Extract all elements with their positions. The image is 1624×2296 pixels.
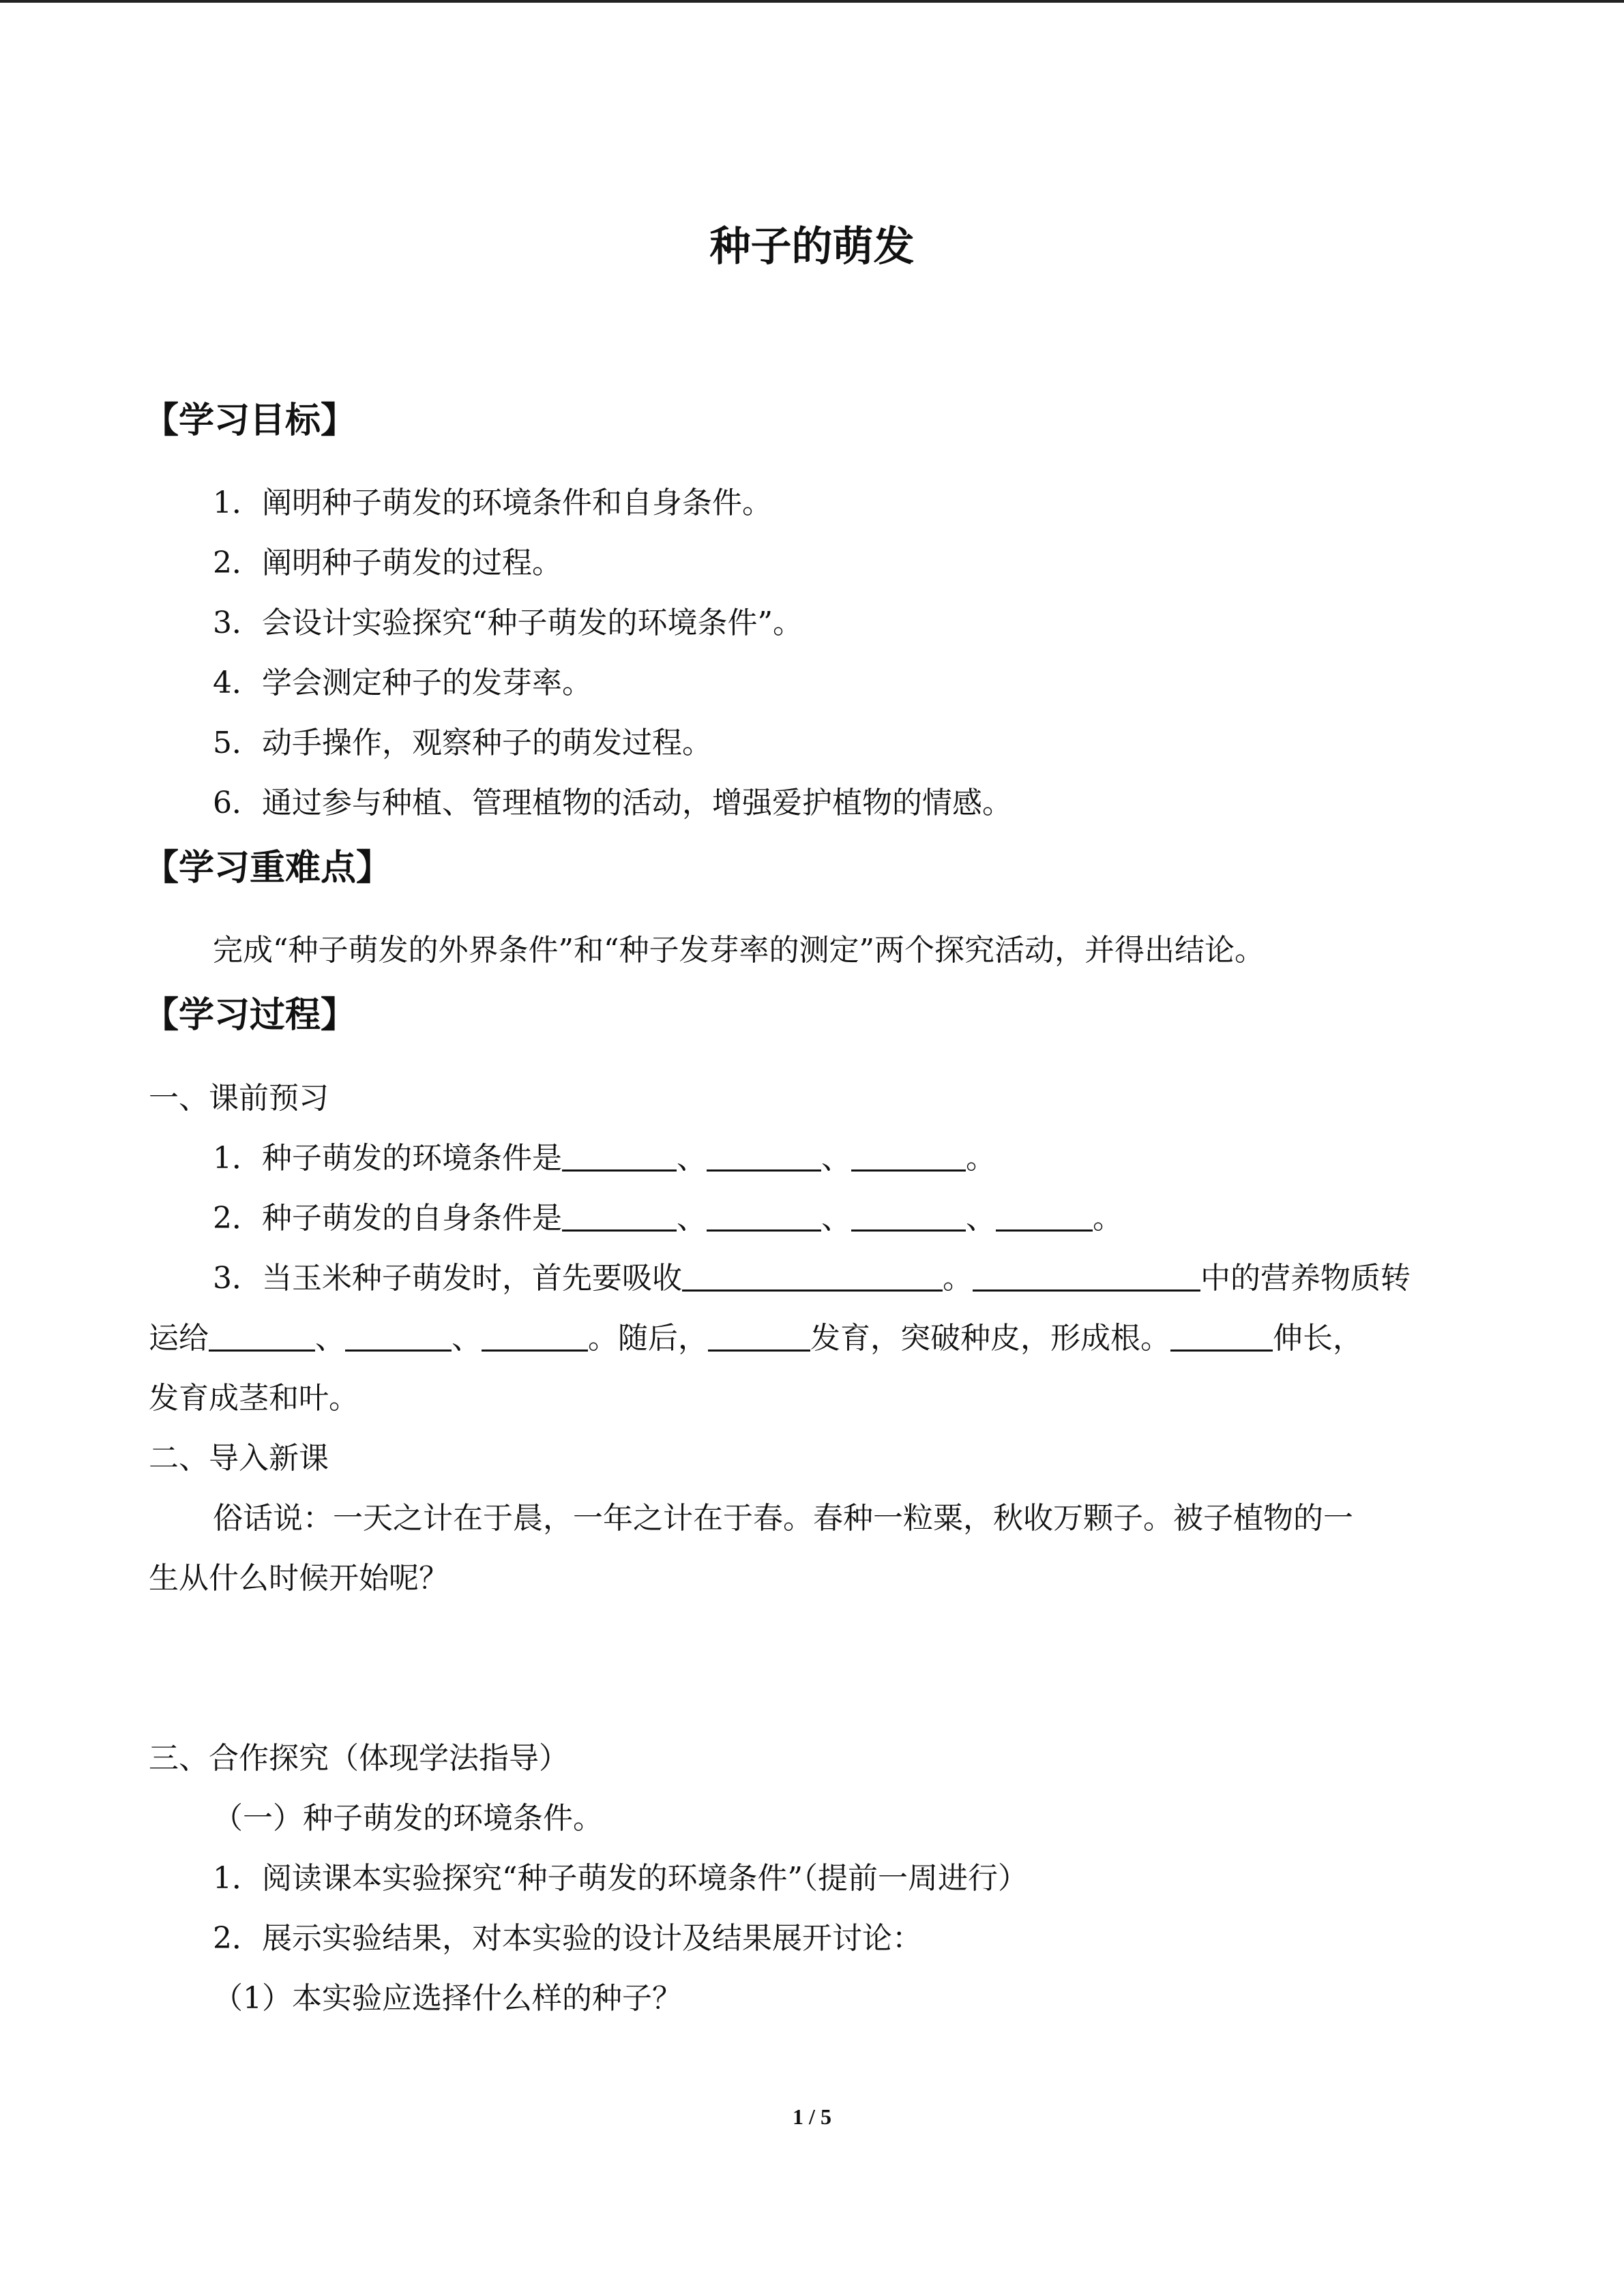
answer-blank[interactable] — [482, 1320, 588, 1352]
intro-text: 生从什么时候开始呢？ — [149, 1561, 449, 1596]
answer-blank[interactable] — [707, 1199, 821, 1232]
answer-blank[interactable] — [851, 1139, 966, 1172]
answer-blank[interactable] — [973, 1259, 1200, 1292]
answer-blank[interactable] — [708, 1320, 810, 1352]
explore-heading: 三、合作探究（体现学法指导） — [149, 1741, 569, 1776]
question-text: 。 — [943, 1261, 973, 1296]
keypoints-text: 完成“种子萌发的外界条件”和“种子发芽率的测定”两个探究活动，并得出结论。 — [213, 933, 1265, 968]
question-text: 发育，突破种皮，形成根。 — [810, 1321, 1170, 1356]
intro-heading: 二、导入新课 — [149, 1441, 329, 1476]
answer-blank[interactable] — [682, 1259, 943, 1292]
page-number: 1 / 5 — [793, 2104, 831, 2129]
explore-question: （1）本实验应选择什么样的种子？ — [213, 1981, 682, 2016]
document-title: 种子的萌发 — [709, 223, 915, 271]
objective-item: 5．动手操作，观察种子的萌发过程。 — [213, 726, 712, 760]
objectives-heading: 【学习目标】 — [143, 400, 357, 441]
preview-question-2 — [213, 1193, 1123, 1237]
explore-subheading: （一）种子萌发的环境条件。 — [213, 1801, 603, 1836]
objective-item: 6．通过参与种植、管理植物的活动，增强爱护植物的情感。 — [213, 786, 1012, 820]
question-text: 2．种子萌发的自身条件是 — [213, 1201, 562, 1236]
separator: 、 — [821, 1141, 851, 1176]
terminator: 。 — [1093, 1201, 1123, 1236]
terminator: 。 — [966, 1141, 996, 1176]
answer-blank[interactable] — [1170, 1320, 1273, 1352]
separator: 、 — [821, 1201, 851, 1236]
question-text: 3．当玉米种子萌发时，首先要吸收 — [213, 1261, 682, 1296]
answer-blank[interactable] — [707, 1139, 821, 1172]
explore-item: 1．阅读课本实验探究“种子萌发的环境条件”（提前一周进行） — [213, 1861, 1028, 1896]
objective-item: 4．学会测定种子的发芽率。 — [213, 666, 592, 700]
answer-blank[interactable] — [996, 1199, 1093, 1232]
preview-question-3-line-1 — [213, 1253, 1411, 1297]
question-text: 中的营养物质转 — [1200, 1261, 1411, 1296]
separator: 、 — [677, 1141, 707, 1176]
objective-item: 1．阐明种子萌发的环境条件和自身条件。 — [213, 486, 772, 520]
separator: 、 — [677, 1201, 707, 1236]
separator: 、 — [452, 1321, 482, 1356]
objective-item: 3．会设计实验探究“种子萌发的环境条件”。 — [213, 606, 803, 640]
answer-blank[interactable] — [562, 1139, 677, 1172]
answer-blank[interactable] — [209, 1320, 315, 1352]
preview-question-1 — [213, 1133, 996, 1177]
keypoints-heading: 【学习重难点】 — [143, 848, 392, 889]
explore-item: 2．展示实验结果，对本实验的设计及结果展开讨论： — [213, 1921, 922, 1956]
question-text: 伸长， — [1273, 1321, 1363, 1356]
answer-blank[interactable] — [562, 1199, 677, 1232]
answer-blank[interactable] — [345, 1320, 452, 1352]
preview-question-3-line-3: 发育成茎和叶。 — [149, 1381, 359, 1416]
question-text: 。随后， — [588, 1321, 708, 1356]
separator: 、 — [315, 1321, 345, 1356]
intro-text: 俗话说：一天之计在于晨，一年之计在于春。春种一粒粟，秋收万颗子。被子植物的一 — [213, 1501, 1353, 1536]
objective-item: 2．阐明种子萌发的过程。 — [213, 546, 562, 580]
process-heading: 【学习过程】 — [143, 995, 357, 1036]
preview-heading: 一、课前预习 — [149, 1081, 329, 1116]
preview-question-3-line-2 — [149, 1313, 1363, 1357]
answer-blank[interactable] — [851, 1199, 966, 1232]
question-text: 运给 — [149, 1321, 209, 1356]
separator: 、 — [966, 1201, 996, 1236]
question-text: 1．种子萌发的环境条件是 — [213, 1141, 562, 1176]
